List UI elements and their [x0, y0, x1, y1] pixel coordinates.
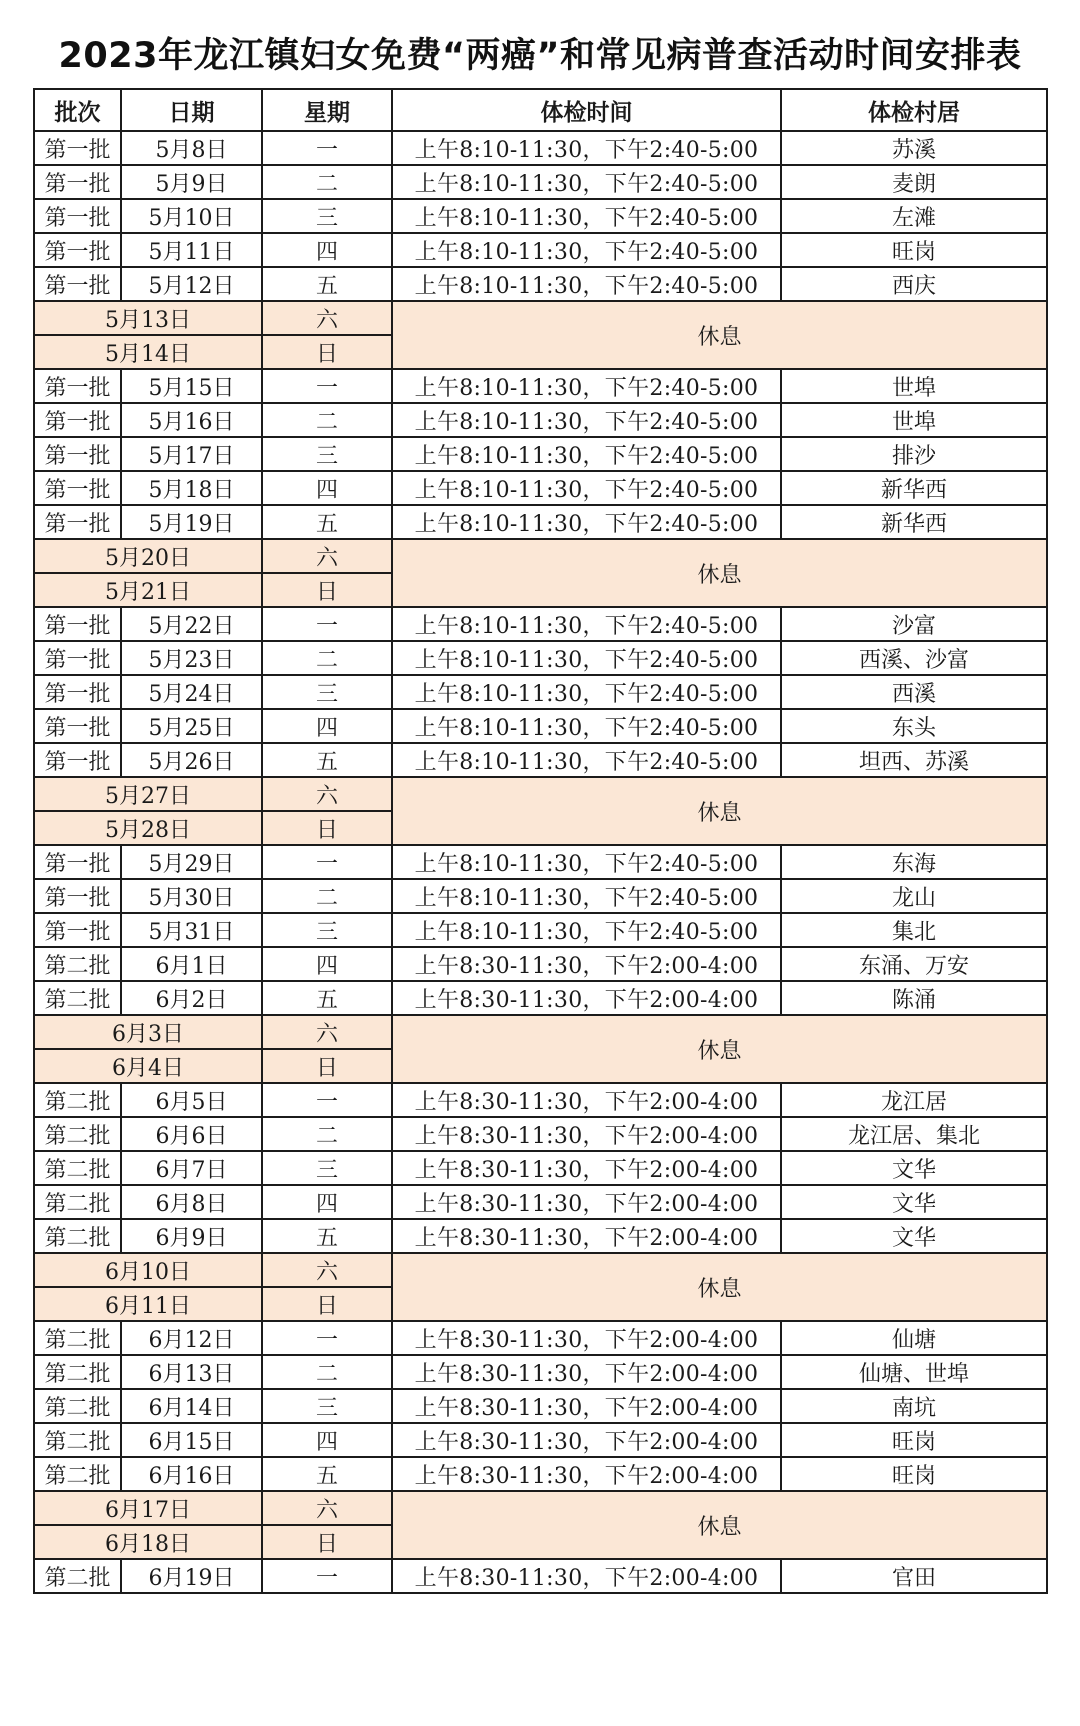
batch-cell: 第一批 [34, 913, 121, 947]
weekday-cell: 三 [262, 437, 392, 471]
rest-date-cell: 6月4日 [34, 1049, 262, 1083]
weekday-cell: 五 [262, 1219, 392, 1253]
rest-label-cell: 休息 [392, 1015, 1047, 1083]
date-cell: 5月10日 [121, 199, 262, 233]
rest-date-cell: 5月27日 [34, 777, 262, 811]
exam-time-cell: 上午8:10-11:30，下午2:40-5:00 [392, 709, 781, 743]
schedule-table [33, 88, 1048, 1594]
rest-date-cell: 6月17日 [34, 1491, 262, 1525]
weekday-cell: 一 [262, 1321, 392, 1355]
batch-cell: 第一批 [34, 437, 121, 471]
rest-weekday-cell: 日 [262, 335, 392, 369]
weekday-cell: 三 [262, 1151, 392, 1185]
rest-label-cell: 休息 [392, 1253, 1047, 1321]
date-cell: 5月26日 [121, 743, 262, 777]
exam-time-cell: 上午8:10-11:30，下午2:40-5:00 [392, 913, 781, 947]
batch-cell: 第二批 [34, 1117, 121, 1151]
exam-time-cell: 上午8:30-11:30，下午2:00-4:00 [392, 947, 781, 981]
schedule-row [34, 1151, 1047, 1185]
exam-time-cell: 上午8:30-11:30，下午2:00-4:00 [392, 1151, 781, 1185]
village-cell: 旺岗 [781, 233, 1047, 267]
weekday-cell: 三 [262, 913, 392, 947]
village-cell: 西溪、沙富 [781, 641, 1047, 675]
exam-time-cell: 上午8:30-11:30，下午2:00-4:00 [392, 1219, 781, 1253]
village-cell: 沙富 [781, 607, 1047, 641]
rest-day-row [34, 1015, 1047, 1049]
exam-time-cell: 上午8:10-11:30，下午2:40-5:00 [392, 471, 781, 505]
date-cell: 6月14日 [121, 1389, 262, 1423]
batch-cell: 第一批 [34, 165, 121, 199]
schedule-row [34, 437, 1047, 471]
rest-label-cell: 休息 [392, 1491, 1047, 1559]
exam-time-cell: 上午8:30-11:30，下午2:00-4:00 [392, 1389, 781, 1423]
date-cell: 5月19日 [121, 505, 262, 539]
schedule-row [34, 981, 1047, 1015]
village-cell: 麦朗 [781, 165, 1047, 199]
date-cell: 6月1日 [121, 947, 262, 981]
village-cell: 龙江居、集北 [781, 1117, 1047, 1151]
date-cell: 6月13日 [121, 1355, 262, 1389]
batch-cell: 第一批 [34, 845, 121, 879]
village-cell: 旺岗 [781, 1423, 1047, 1457]
weekday-cell: 三 [262, 675, 392, 709]
exam-time-cell: 上午8:30-11:30，下午2:00-4:00 [392, 981, 781, 1015]
exam-time-cell: 上午8:10-11:30，下午2:40-5:00 [392, 845, 781, 879]
date-cell: 5月18日 [121, 471, 262, 505]
batch-cell: 第一批 [34, 369, 121, 403]
schedule-row [34, 1117, 1047, 1151]
date-cell: 6月5日 [121, 1083, 262, 1117]
village-cell: 文华 [781, 1219, 1047, 1253]
rest-weekday-cell: 日 [262, 573, 392, 607]
schedule-row [34, 913, 1047, 947]
schedule-row [34, 165, 1047, 199]
exam-time-cell: 上午8:10-11:30，下午2:40-5:00 [392, 267, 781, 301]
rest-day-row [34, 1253, 1047, 1287]
weekday-cell: 二 [262, 879, 392, 913]
exam-time-cell: 上午8:10-11:30，下午2:40-5:00 [392, 879, 781, 913]
batch-cell: 第二批 [34, 1559, 121, 1593]
rest-date-cell: 5月28日 [34, 811, 262, 845]
weekday-cell: 一 [262, 607, 392, 641]
exam-time-cell: 上午8:30-11:30，下午2:00-4:00 [392, 1355, 781, 1389]
weekday-cell: 一 [262, 1083, 392, 1117]
village-cell: 新华西 [781, 471, 1047, 505]
date-cell: 5月16日 [121, 403, 262, 437]
schedule-row [34, 947, 1047, 981]
weekday-cell: 四 [262, 233, 392, 267]
batch-cell: 第一批 [34, 743, 121, 777]
date-cell: 5月9日 [121, 165, 262, 199]
date-cell: 5月31日 [121, 913, 262, 947]
rest-weekday-cell: 日 [262, 1287, 392, 1321]
schedule-row [34, 1389, 1047, 1423]
batch-cell: 第一批 [34, 471, 121, 505]
weekday-cell: 五 [262, 1457, 392, 1491]
weekday-cell: 五 [262, 505, 392, 539]
village-cell: 世埠 [781, 369, 1047, 403]
weekday-cell: 二 [262, 403, 392, 437]
village-cell: 新华西 [781, 505, 1047, 539]
rest-date-cell: 6月10日 [34, 1253, 262, 1287]
schedule-row [34, 369, 1047, 403]
date-cell: 5月23日 [121, 641, 262, 675]
exam-time-cell: 上午8:10-11:30，下午2:40-5:00 [392, 641, 781, 675]
batch-cell: 第一批 [34, 199, 121, 233]
date-cell: 5月25日 [121, 709, 262, 743]
batch-cell: 第二批 [34, 947, 121, 981]
schedule-row [34, 709, 1047, 743]
date-cell: 6月6日 [121, 1117, 262, 1151]
exam-time-cell: 上午8:10-11:30，下午2:40-5:00 [392, 505, 781, 539]
exam-time-cell: 上午8:10-11:30，下午2:40-5:00 [392, 403, 781, 437]
schedule-row [34, 743, 1047, 777]
exam-time-cell: 上午8:10-11:30，下午2:40-5:00 [392, 437, 781, 471]
header-weekday: 星期 [262, 89, 392, 131]
exam-time-cell: 上午8:30-11:30，下午2:00-4:00 [392, 1185, 781, 1219]
rest-label-cell: 休息 [392, 539, 1047, 607]
batch-cell: 第二批 [34, 1151, 121, 1185]
batch-cell: 第一批 [34, 879, 121, 913]
rest-day-row [34, 539, 1047, 573]
exam-time-cell: 上午8:10-11:30，下午2:40-5:00 [392, 743, 781, 777]
batch-cell: 第一批 [34, 403, 121, 437]
village-cell: 东头 [781, 709, 1047, 743]
rest-weekday-cell: 六 [262, 301, 392, 335]
village-cell: 世埠 [781, 403, 1047, 437]
weekday-cell: 五 [262, 981, 392, 1015]
batch-cell: 第一批 [34, 505, 121, 539]
rest-date-cell: 5月20日 [34, 539, 262, 573]
weekday-cell: 一 [262, 1559, 392, 1593]
date-cell: 6月12日 [121, 1321, 262, 1355]
date-cell: 5月8日 [121, 131, 262, 165]
exam-time-cell: 上午8:30-11:30，下午2:00-4:00 [392, 1559, 781, 1593]
rest-date-cell: 6月11日 [34, 1287, 262, 1321]
weekday-cell: 二 [262, 1355, 392, 1389]
batch-cell: 第一批 [34, 607, 121, 641]
schedule-row [34, 1083, 1047, 1117]
rest-weekday-cell: 日 [262, 1049, 392, 1083]
rest-date-cell: 5月21日 [34, 573, 262, 607]
village-cell: 文华 [781, 1151, 1047, 1185]
rest-weekday-cell: 六 [262, 777, 392, 811]
schedule-row [34, 131, 1047, 165]
village-cell: 陈涌 [781, 981, 1047, 1015]
exam-time-cell: 上午8:30-11:30，下午2:00-4:00 [392, 1423, 781, 1457]
date-cell: 6月16日 [121, 1457, 262, 1491]
village-cell: 苏溪 [781, 131, 1047, 165]
header-batch: 批次 [34, 89, 121, 131]
rest-weekday-cell: 六 [262, 1015, 392, 1049]
weekday-cell: 四 [262, 947, 392, 981]
village-cell: 坦西、苏溪 [781, 743, 1047, 777]
exam-time-cell: 上午8:10-11:30，下午2:40-5:00 [392, 233, 781, 267]
date-cell: 6月19日 [121, 1559, 262, 1593]
batch-cell: 第二批 [34, 1321, 121, 1355]
date-cell: 5月24日 [121, 675, 262, 709]
schedule-row [34, 1185, 1047, 1219]
batch-cell: 第二批 [34, 1423, 121, 1457]
weekday-cell: 二 [262, 641, 392, 675]
schedule-row [34, 267, 1047, 301]
header-date: 日期 [121, 89, 262, 131]
village-cell: 仙塘 [781, 1321, 1047, 1355]
date-cell: 5月22日 [121, 607, 262, 641]
batch-cell: 第二批 [34, 1457, 121, 1491]
schedule-row [34, 1321, 1047, 1355]
date-cell: 6月7日 [121, 1151, 262, 1185]
header-exam-time: 体检时间 [392, 89, 781, 131]
weekday-cell: 四 [262, 1185, 392, 1219]
weekday-cell: 四 [262, 471, 392, 505]
village-cell: 南坑 [781, 1389, 1047, 1423]
rest-day-row [34, 301, 1047, 335]
schedule-row [34, 233, 1047, 267]
rest-date-cell: 6月3日 [34, 1015, 262, 1049]
schedule-row [34, 845, 1047, 879]
schedule-row [34, 1423, 1047, 1457]
page-title: 2023年龙江镇妇女免费“两癌”和常见病普查活动时间安排表 [58, 36, 1022, 76]
weekday-cell: 四 [262, 709, 392, 743]
batch-cell: 第一批 [34, 675, 121, 709]
header-row [34, 89, 1047, 131]
village-cell: 东涌、万安 [781, 947, 1047, 981]
schedule-row [34, 879, 1047, 913]
batch-cell: 第一批 [34, 233, 121, 267]
rest-day-row [34, 777, 1047, 811]
village-cell: 排沙 [781, 437, 1047, 471]
date-cell: 5月30日 [121, 879, 262, 913]
village-cell: 文华 [781, 1185, 1047, 1219]
village-cell: 西庆 [781, 267, 1047, 301]
exam-time-cell: 上午8:10-11:30，下午2:40-5:00 [392, 675, 781, 709]
batch-cell: 第一批 [34, 641, 121, 675]
schedule-row [34, 471, 1047, 505]
schedule-row [34, 1355, 1047, 1389]
batch-cell: 第二批 [34, 981, 121, 1015]
exam-time-cell: 上午8:30-11:30，下午2:00-4:00 [392, 1083, 781, 1117]
batch-cell: 第二批 [34, 1355, 121, 1389]
schedule-row [34, 1559, 1047, 1593]
weekday-cell: 一 [262, 131, 392, 165]
exam-time-cell: 上午8:10-11:30，下午2:40-5:00 [392, 607, 781, 641]
exam-time-cell: 上午8:10-11:30，下午2:40-5:00 [392, 369, 781, 403]
weekday-cell: 四 [262, 1423, 392, 1457]
schedule-row [34, 641, 1047, 675]
village-cell: 仙塘、世埠 [781, 1355, 1047, 1389]
date-cell: 5月17日 [121, 437, 262, 471]
rest-day-row [34, 1491, 1047, 1525]
schedule-row [34, 1457, 1047, 1491]
exam-time-cell: 上午8:10-11:30，下午2:40-5:00 [392, 165, 781, 199]
schedule-row [34, 607, 1047, 641]
village-cell: 集北 [781, 913, 1047, 947]
exam-time-cell: 上午8:30-11:30，下午2:00-4:00 [392, 1321, 781, 1355]
weekday-cell: 二 [262, 1117, 392, 1151]
village-cell: 官田 [781, 1559, 1047, 1593]
rest-label-cell: 休息 [392, 301, 1047, 369]
batch-cell: 第二批 [34, 1185, 121, 1219]
schedule-row [34, 675, 1047, 709]
exam-time-cell: 上午8:30-11:30，下午2:00-4:00 [392, 1117, 781, 1151]
weekday-cell: 二 [262, 165, 392, 199]
rest-weekday-cell: 日 [262, 811, 392, 845]
exam-time-cell: 上午8:10-11:30，下午2:40-5:00 [392, 131, 781, 165]
schedule-row [34, 505, 1047, 539]
batch-cell: 第一批 [34, 267, 121, 301]
village-cell: 东海 [781, 845, 1047, 879]
rest-date-cell: 5月14日 [34, 335, 262, 369]
date-cell: 6月9日 [121, 1219, 262, 1253]
batch-cell: 第二批 [34, 1389, 121, 1423]
weekday-cell: 五 [262, 267, 392, 301]
rest-weekday-cell: 日 [262, 1525, 392, 1559]
batch-cell: 第二批 [34, 1219, 121, 1253]
exam-time-cell: 上午8:30-11:30，下午2:00-4:00 [392, 1457, 781, 1491]
village-cell: 旺岗 [781, 1457, 1047, 1491]
date-cell: 5月15日 [121, 369, 262, 403]
schedule-row [34, 403, 1047, 437]
schedule-body [34, 131, 1047, 1593]
date-cell: 5月29日 [121, 845, 262, 879]
rest-weekday-cell: 六 [262, 539, 392, 573]
village-cell: 西溪 [781, 675, 1047, 709]
village-cell: 龙江居 [781, 1083, 1047, 1117]
date-cell: 6月15日 [121, 1423, 262, 1457]
date-cell: 5月11日 [121, 233, 262, 267]
village-cell: 左滩 [781, 199, 1047, 233]
weekday-cell: 一 [262, 845, 392, 879]
date-cell: 6月2日 [121, 981, 262, 1015]
rest-date-cell: 6月18日 [34, 1525, 262, 1559]
weekday-cell: 一 [262, 369, 392, 403]
village-cell: 龙山 [781, 879, 1047, 913]
rest-label-cell: 休息 [392, 777, 1047, 845]
rest-weekday-cell: 六 [262, 1253, 392, 1287]
rest-weekday-cell: 六 [262, 1491, 392, 1525]
batch-cell: 第一批 [34, 131, 121, 165]
weekday-cell: 三 [262, 199, 392, 233]
header-village: 体检村居 [781, 89, 1047, 131]
rest-date-cell: 5月13日 [34, 301, 262, 335]
batch-cell: 第一批 [34, 709, 121, 743]
date-cell: 6月8日 [121, 1185, 262, 1219]
schedule-row [34, 199, 1047, 233]
exam-time-cell: 上午8:10-11:30，下午2:40-5:00 [392, 199, 781, 233]
batch-cell: 第二批 [34, 1083, 121, 1117]
date-cell: 5月12日 [121, 267, 262, 301]
weekday-cell: 五 [262, 743, 392, 777]
schedule-row [34, 1219, 1047, 1253]
weekday-cell: 三 [262, 1389, 392, 1423]
